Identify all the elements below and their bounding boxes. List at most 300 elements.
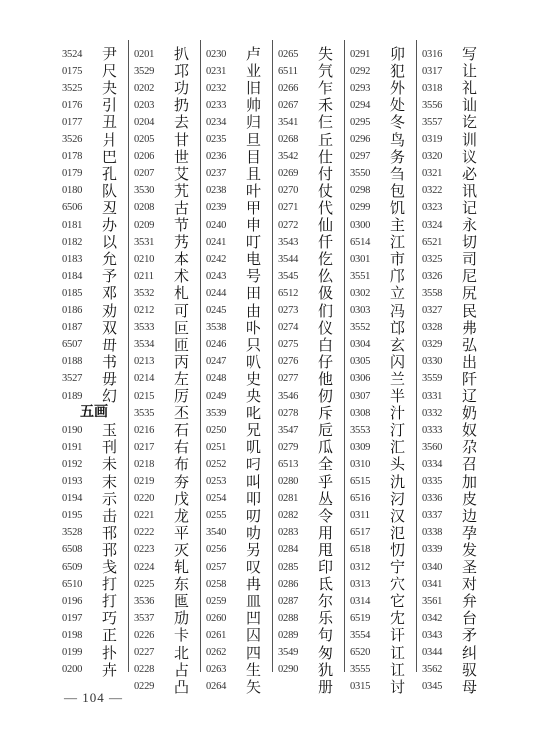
entry-character: 可 [174, 301, 190, 320]
entry-character: 闪 [390, 352, 406, 371]
entry-character: 氾 [390, 523, 406, 542]
entry-code: 0221 [134, 510, 155, 522]
entry-character: 另 [246, 540, 262, 559]
entry-character: 石 [174, 421, 190, 440]
entry-code: 6519 [350, 612, 371, 624]
entry-character: 示 [102, 489, 118, 508]
entry-character: 穴 [390, 575, 406, 594]
entry-character: 仨 [318, 113, 334, 132]
entry-character: 卟 [246, 318, 262, 337]
entry-code: 3529 [134, 65, 155, 77]
entry-code: 0254 [206, 493, 227, 505]
entry-code: 0294 [350, 99, 371, 111]
entry-code: 3560 [422, 441, 443, 453]
entry-character: 归 [246, 113, 262, 132]
entry-character: 艾 [174, 164, 190, 183]
entry-code: 0314 [350, 595, 371, 607]
entry-code: 0177 [62, 116, 83, 128]
entry-code: 0332 [422, 407, 443, 419]
entry-code: 0285 [278, 561, 299, 573]
entry-code: 0271 [278, 202, 299, 214]
entry-code: 0240 [206, 219, 227, 231]
entry-character: 去 [174, 113, 190, 132]
entry-character: 仗 [318, 181, 334, 200]
entry-character: 击 [102, 506, 118, 525]
entry-character: 皿 [246, 592, 262, 611]
entry-character: 汀 [390, 421, 406, 440]
entry-code: 0219 [134, 476, 155, 487]
entry-character: 队 [102, 181, 118, 200]
entry-code: 0257 [206, 561, 227, 573]
entry-code: 3526 [62, 134, 83, 145]
entry-code: 0331 [422, 390, 443, 402]
page-number: — 104 — [64, 690, 123, 705]
entry-character: 叮 [246, 233, 262, 252]
entry-character: 加 [462, 472, 478, 491]
entry-code: 0322 [422, 185, 443, 197]
entry-character: 立 [390, 284, 406, 303]
entry-character: 氕 [318, 62, 334, 81]
entry-code: 0324 [422, 219, 443, 231]
entry-code: 0328 [422, 322, 443, 334]
entry-character: 丕 [174, 404, 190, 423]
entry-code: 6516 [350, 493, 371, 505]
entry-character: 驭 [462, 660, 478, 679]
entry-code: 0191 [62, 441, 83, 453]
entry-code: 0284 [278, 544, 299, 556]
entry-code: 0299 [350, 202, 371, 214]
entry-character: 尻 [462, 284, 478, 303]
entry-character: 头 [390, 455, 406, 474]
entry-code: 0260 [206, 612, 227, 624]
entry-character: 邘 [102, 540, 118, 559]
entry-code: 0203 [134, 99, 155, 111]
entry-code: 0289 [278, 629, 299, 641]
entry-code: 0251 [206, 441, 227, 453]
entry-code: 0205 [134, 134, 155, 145]
entry-code: 0292 [350, 65, 371, 77]
entry-character: 扔 [174, 96, 190, 115]
entry-code: 3559 [422, 373, 443, 385]
entry-code: 3542 [278, 151, 299, 163]
entry-character: 丙 [174, 352, 190, 371]
entry-code: 0267 [278, 99, 299, 111]
entry-character: 处 [390, 96, 406, 115]
entry-code: 0243 [206, 270, 227, 282]
entry-character: 冯 [390, 301, 406, 320]
entry-code: 0255 [206, 510, 227, 522]
entry-character: 用 [318, 523, 334, 542]
entry-character: 永 [462, 216, 478, 234]
entry-code: 0249 [206, 390, 227, 402]
entry-character: 汈 [390, 489, 406, 508]
entry-character: 平 [174, 523, 190, 542]
entry-code: 0280 [278, 476, 299, 487]
entry-character: 仡 [318, 250, 334, 269]
entry-code: 0235 [206, 134, 227, 145]
entry-character: 节 [174, 216, 190, 234]
entry-character: 正 [102, 626, 118, 645]
entry-code: 6517 [350, 527, 371, 539]
entry-character: 叹 [246, 558, 262, 576]
entry-code: 3539 [206, 407, 227, 419]
dictionary-entry [134, 677, 189, 697]
entry-code: 0337 [422, 510, 443, 522]
entry-character: 矛 [462, 626, 478, 645]
dictionary-entry [62, 660, 117, 680]
entry-code: 0339 [422, 544, 443, 556]
entry-character: 予 [102, 267, 118, 286]
entry-character: 巴 [102, 147, 118, 166]
entry-code: 0268 [278, 134, 299, 145]
entry-code: 0232 [206, 82, 227, 94]
entry-code: 0334 [422, 458, 443, 470]
entry-code: 0244 [206, 287, 227, 299]
entry-code: 3546 [278, 390, 299, 402]
entry-code: 0252 [206, 458, 227, 470]
entry-code: 3540 [206, 527, 227, 539]
entry-character: 囚 [246, 626, 262, 645]
entry-character: 末 [102, 472, 118, 491]
entry-code: 0199 [62, 647, 83, 658]
entry-character: 业 [246, 62, 262, 81]
entry-character: 仙 [318, 216, 334, 234]
entry-character: 劝 [102, 301, 118, 320]
column-divider [272, 40, 273, 672]
entry-character: 布 [174, 455, 190, 474]
entry-code: 0304 [350, 339, 371, 351]
entry-character: 兄 [246, 421, 262, 440]
entry-character: 孔 [102, 164, 118, 183]
entry-code: 0326 [422, 270, 443, 282]
entry-code: 0201 [134, 48, 155, 60]
entry-code: 0327 [422, 305, 443, 316]
entry-character: 叻 [246, 523, 262, 542]
entry-code: 3547 [278, 424, 299, 436]
entry-character: 令 [318, 506, 334, 525]
entry-character: 玉 [102, 421, 118, 440]
entry-character: 皮 [462, 489, 478, 508]
entry-character: 训 [462, 130, 478, 149]
entry-character: 爿 [102, 130, 118, 149]
entry-code: 0196 [62, 595, 83, 607]
entry-code: 0315 [350, 681, 371, 693]
entry-character: 匜 [174, 592, 190, 611]
entry-code: 0259 [206, 595, 227, 607]
entry-character: 他 [318, 369, 334, 388]
entry-character: 以 [102, 233, 118, 252]
entry-character: 电 [246, 250, 262, 269]
entry-code: 0282 [278, 510, 299, 522]
entry-character: 刍 [390, 164, 406, 183]
entry-code: 0238 [206, 185, 227, 197]
entry-character: 外 [390, 79, 406, 98]
entry-code: 0207 [134, 168, 155, 180]
entry-character: 生 [246, 660, 262, 679]
entry-character: 讨 [390, 677, 406, 696]
entry-character: 丑 [102, 113, 118, 132]
entry-character: 辽 [462, 387, 478, 405]
entry-code: 0288 [278, 612, 299, 624]
entry-character: 必 [462, 164, 478, 183]
entry-code: 0342 [422, 612, 443, 624]
entry-character: 引 [102, 96, 118, 115]
entry-code: 0266 [278, 82, 299, 94]
entry-code: 0312 [350, 561, 371, 573]
entry-character: 奶 [462, 404, 478, 423]
entry-code: 0262 [206, 647, 227, 658]
entry-character: 讯 [462, 181, 478, 200]
entry-code: 0279 [278, 441, 299, 453]
entry-code: 0344 [422, 647, 443, 658]
entry-code: 0206 [134, 151, 155, 163]
entry-character: 卡 [174, 626, 190, 645]
entry-code: 0193 [62, 476, 83, 487]
entry-character: 戋 [102, 558, 118, 576]
entry-character: 讧 [390, 643, 406, 662]
dictionary-entry [206, 677, 261, 697]
entry-code: 3551 [350, 270, 371, 282]
entry-character: 冬 [390, 113, 406, 132]
entry-character: 仕 [318, 147, 334, 166]
entry-code: 3557 [422, 116, 443, 128]
entry-code: 0269 [278, 168, 299, 180]
entry-code: 0298 [350, 185, 371, 197]
entry-character: 叫 [246, 472, 262, 491]
entry-character: 伋 [318, 284, 334, 303]
entry-code: 0307 [350, 390, 371, 402]
entry-character: 毋 [102, 369, 118, 388]
entry-character: 乐 [318, 609, 334, 628]
entry-code: 0188 [62, 356, 83, 368]
entry-code: 0186 [62, 305, 83, 316]
entry-code: 0313 [350, 578, 371, 590]
entry-code: 0305 [350, 356, 371, 368]
entry-code: 0263 [206, 664, 227, 676]
entry-character: 们 [318, 301, 334, 320]
entry-code: 3543 [278, 236, 299, 248]
entry-character: 乍 [318, 79, 334, 98]
entry-code: 0311 [350, 510, 370, 522]
entry-code: 0283 [278, 527, 299, 539]
entry-character: 刊 [102, 438, 118, 457]
entry-character: 奴 [462, 421, 478, 440]
entry-code: 0274 [278, 322, 299, 334]
entry-character: 尺 [102, 62, 118, 81]
entry-character: 它 [390, 592, 406, 611]
entry-code: 0287 [278, 595, 299, 607]
column-divider [128, 40, 129, 672]
entry-character: 东 [174, 575, 190, 594]
entry-character: 汉 [390, 506, 406, 525]
entry-code: 3550 [350, 168, 371, 180]
entry-character: 丒 [102, 198, 118, 217]
entry-code: 3531 [134, 236, 155, 248]
entry-character: 乎 [318, 472, 334, 491]
entry-character: 打 [102, 575, 118, 594]
entry-code: 3538 [206, 322, 227, 334]
entry-character: 灭 [174, 540, 190, 559]
entry-character: 半 [390, 387, 406, 405]
entry-character: 轧 [174, 558, 190, 576]
entry-code: 0179 [62, 168, 83, 180]
entry-character: 发 [462, 540, 478, 559]
entry-character: 甩 [318, 540, 334, 559]
entry-code: 6514 [350, 236, 371, 248]
entry-code: 3535 [134, 407, 155, 419]
entry-code: 0286 [278, 578, 299, 590]
entry-character: 办 [102, 216, 118, 234]
entry-code: 0183 [62, 253, 83, 265]
entry-character: 卢 [246, 45, 262, 63]
entry-code: 3524 [62, 48, 83, 60]
entry-code: 0281 [278, 493, 299, 505]
entry-code: 0303 [350, 305, 371, 316]
entry-character: 古 [174, 198, 190, 217]
entry-character: 邓 [102, 284, 118, 303]
entry-character: 扑 [102, 643, 118, 662]
entry-code: 0340 [422, 561, 443, 573]
entry-character: 冘 [390, 609, 406, 628]
entry-code: 0242 [206, 253, 227, 265]
entry-code: 6508 [62, 544, 83, 556]
entry-code: 0295 [350, 116, 371, 128]
entry-code: 0333 [422, 424, 443, 436]
entry-code: 0213 [134, 356, 155, 368]
column-divider [344, 40, 345, 672]
dictionary-entry [278, 677, 333, 697]
entry-code: 6511 [278, 65, 298, 77]
entry-character: 叶 [246, 181, 262, 200]
entry-character: 幻 [102, 387, 118, 405]
entry-character: 右 [174, 438, 190, 457]
entry-character: 印 [318, 558, 334, 576]
entry-code: 0175 [62, 65, 83, 77]
entry-code: 0233 [206, 99, 227, 111]
entry-code: 0293 [350, 82, 371, 94]
entry-code: 0182 [62, 236, 83, 248]
entry-code: 6510 [62, 578, 83, 590]
entry-character: 四 [246, 643, 262, 662]
entry-character: 田 [246, 284, 262, 303]
entry-character: 讧 [390, 660, 406, 679]
entry-code: 6512 [278, 287, 299, 299]
entry-character: 戊 [174, 489, 190, 508]
entry-code: 0325 [422, 253, 443, 265]
entry-code: 0247 [206, 356, 227, 368]
entry-character: 礼 [462, 79, 478, 98]
entry-code: 0343 [422, 629, 443, 641]
entry-code: 0210 [134, 253, 155, 265]
entry-character: 失 [318, 45, 334, 63]
entry-code: 0239 [206, 202, 227, 214]
entry-character: 甘 [174, 130, 190, 149]
entry-character: 丘 [318, 130, 334, 149]
entry-code: 0192 [62, 458, 83, 470]
entry-code: 0216 [134, 424, 155, 436]
entry-code: 3527 [62, 373, 83, 385]
entry-character: 饥 [390, 198, 406, 217]
entry-code: 0276 [278, 356, 299, 368]
entry-code: 0178 [62, 151, 83, 163]
entry-character: 允 [102, 250, 118, 269]
entry-character: 邝 [390, 267, 406, 286]
entry-character: 兰 [390, 369, 406, 388]
entry-code: 0345 [422, 681, 443, 693]
entry-character: 央 [246, 387, 262, 405]
entry-character: 务 [390, 147, 406, 166]
entry-character: 江 [390, 233, 406, 252]
entry-code: 6515 [350, 476, 371, 487]
entry-code: 0290 [278, 664, 299, 676]
entry-code: 0180 [62, 185, 83, 197]
entry-code: 3549 [278, 647, 299, 658]
entry-code: 0218 [134, 458, 155, 470]
entry-code: 0300 [350, 219, 371, 231]
entry-code: 0230 [206, 48, 227, 60]
entry-character: 叱 [246, 404, 262, 423]
entry-character: 扒 [174, 45, 190, 63]
entry-code: 0309 [350, 441, 371, 453]
entry-code: 0296 [350, 134, 371, 145]
entry-character: 匝 [174, 335, 190, 354]
entry-character: 讪 [462, 96, 478, 115]
entry-character: 让 [462, 62, 478, 81]
entry-character: 艽 [174, 181, 190, 200]
entry-code: 0202 [134, 82, 155, 94]
entry-code: 3554 [350, 629, 371, 641]
entry-code: 6520 [350, 647, 371, 658]
entry-character: 对 [462, 575, 478, 594]
entry-code: 0277 [278, 373, 299, 385]
entry-code: 0341 [422, 578, 443, 590]
entry-character: 甲 [246, 198, 262, 217]
entry-character: 斥 [318, 404, 334, 423]
entry-code: 0220 [134, 493, 155, 505]
entry-code: 0270 [278, 185, 299, 197]
entry-code: 0275 [278, 339, 299, 351]
entry-code: 0224 [134, 561, 155, 573]
entry-code: 3541 [278, 116, 299, 128]
entry-code: 0190 [62, 424, 83, 436]
entry-code: 0185 [62, 287, 83, 299]
entry-character: 仞 [318, 387, 334, 405]
entry-character: 尔 [318, 592, 334, 611]
entry-character: 巧 [102, 609, 118, 628]
entry-character: 龙 [174, 506, 190, 525]
entry-code: 0208 [134, 202, 155, 214]
entry-character: 忉 [390, 540, 406, 559]
entry-character: 卮 [318, 421, 334, 440]
entry-character: 卯 [390, 45, 406, 63]
entry-code: 0245 [206, 305, 227, 316]
entry-character: 纠 [462, 643, 478, 662]
entry-code: 0338 [422, 527, 443, 539]
entry-code: 0194 [62, 493, 83, 505]
entry-code: 0250 [206, 424, 227, 436]
entry-code: 0214 [134, 373, 155, 385]
entry-character: 凹 [246, 609, 262, 628]
entry-code: 0308 [350, 407, 371, 419]
entry-character: 汇 [390, 438, 406, 457]
entry-character: 且 [246, 164, 262, 183]
dictionary-entry [350, 677, 405, 697]
entry-character: 讫 [462, 113, 478, 132]
entry-character: 台 [462, 609, 478, 628]
entry-character: 申 [246, 216, 262, 234]
entry-code: 0248 [206, 373, 227, 385]
entry-character: 艿 [174, 233, 190, 252]
